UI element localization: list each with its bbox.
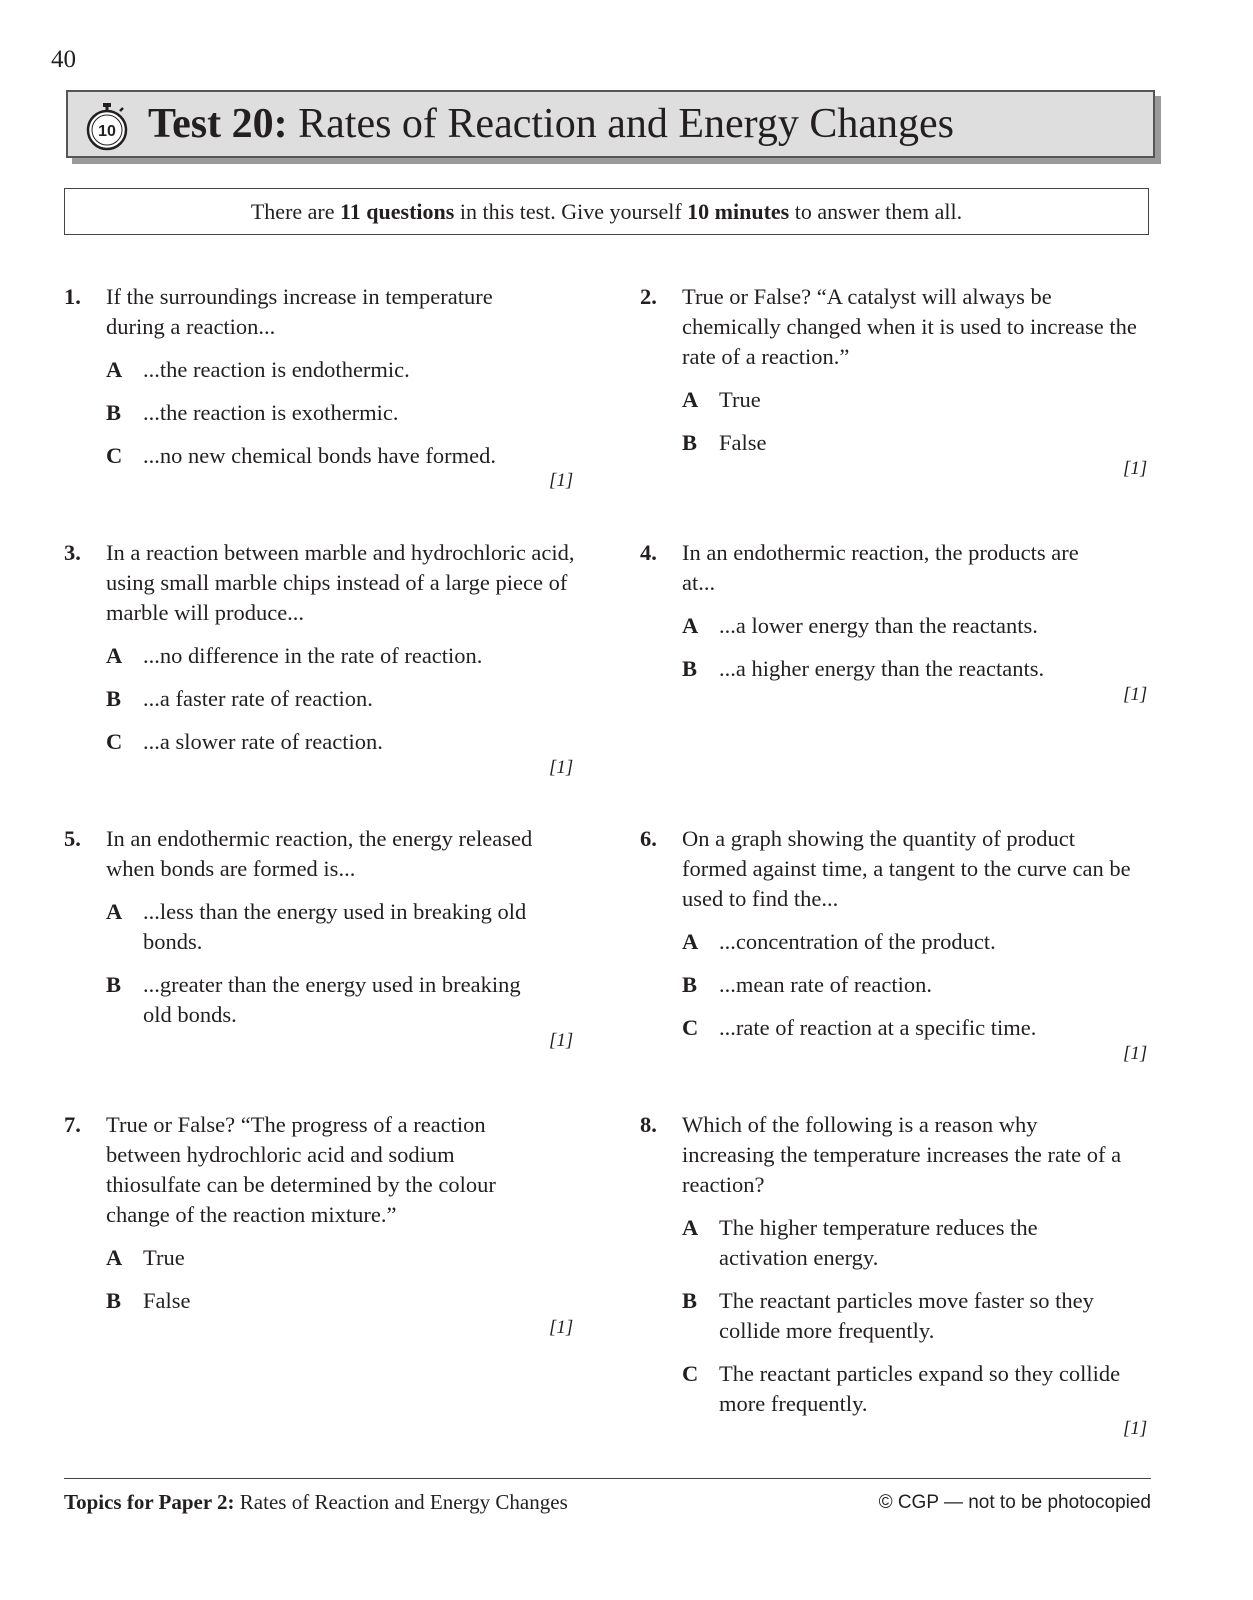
question-number: 2. xyxy=(640,284,657,309)
marks-label: [1] xyxy=(1123,458,1148,479)
option-text: ...a lower energy than the reactants. xyxy=(719,613,1038,638)
option-a[interactable] xyxy=(64,897,544,957)
option-letter: A xyxy=(106,643,123,668)
question-text: In a reaction between marble and hydrochloric acid, using small marble chips instead of a large piece of marble will produce... xyxy=(106,540,575,625)
option-letter: A xyxy=(682,387,699,412)
option-a[interactable] xyxy=(640,385,1155,415)
option-letter: B xyxy=(106,972,122,997)
instructions-box xyxy=(64,188,1149,235)
marks-label: [1] xyxy=(549,1030,574,1051)
title-banner xyxy=(66,90,1155,158)
option-text: The reactant particles expand so they collide more frequently. xyxy=(719,1361,1121,1416)
option-text: ...no difference in the rate of reaction. xyxy=(143,643,483,668)
option-letter: A xyxy=(106,1245,123,1270)
intro-text: in this test. Give yourself xyxy=(454,199,688,224)
option-text: ...a higher energy than the reactants. xyxy=(719,656,1045,681)
intro-text: to answer them all. xyxy=(789,199,963,224)
option-b[interactable] xyxy=(64,398,544,428)
option-letter: A xyxy=(682,1215,699,1240)
option-b[interactable] xyxy=(640,1286,1130,1346)
option-a[interactable] xyxy=(640,611,1100,641)
question-text: On a graph showing the quantity of product formed against time, a tangent to the curve can be used to find the... xyxy=(682,826,1131,911)
marks-label: [1] xyxy=(549,757,574,778)
question-number: 7. xyxy=(64,1112,81,1137)
option-letter: A xyxy=(682,613,699,638)
option-text: ...a slower rate of reaction. xyxy=(143,729,383,754)
question-count: 11 questions xyxy=(340,199,455,224)
option-text: ...less than the energy used in breaking old bonds. xyxy=(143,899,527,954)
test-label: Test 20: xyxy=(148,101,288,147)
question-3 xyxy=(64,538,584,757)
option-letter: B xyxy=(682,972,698,997)
option-letter: B xyxy=(106,1288,122,1313)
question-6 xyxy=(640,824,1140,1043)
option-text: True xyxy=(143,1245,185,1270)
option-a[interactable] xyxy=(640,927,1140,957)
time-allowed: 10 minutes xyxy=(687,199,790,224)
option-c[interactable] xyxy=(640,1359,1130,1419)
option-text: The higher temperature reduces the activation energy. xyxy=(719,1215,1038,1270)
option-letter: A xyxy=(106,899,123,924)
footer-topic-text: Rates of Reaction and Energy Changes xyxy=(234,1490,568,1514)
stopwatch-icon xyxy=(84,101,130,151)
footer-paper-label: Topics for Paper 2: xyxy=(64,1490,235,1514)
marks-label: [1] xyxy=(549,470,574,491)
question-number: 3. xyxy=(64,540,81,565)
option-b[interactable] xyxy=(64,684,584,714)
option-text: False xyxy=(719,430,767,455)
option-c[interactable] xyxy=(640,1013,1140,1043)
question-text: Which of the following is a reason why increasing the temperature increases the rate of a reaction? xyxy=(682,1112,1122,1197)
option-b[interactable] xyxy=(64,970,544,1030)
option-text: ...concentration of the product. xyxy=(719,929,996,954)
option-b[interactable] xyxy=(64,1286,554,1316)
question-2 xyxy=(640,282,1155,458)
question-number: 4. xyxy=(640,540,657,565)
option-text: ...the reaction is endothermic. xyxy=(143,357,410,382)
option-letter: B xyxy=(682,1288,698,1313)
intro-text: There are xyxy=(250,199,341,224)
footer-copyright: © CGP — not to be photocopied xyxy=(878,1492,1151,1513)
option-text: False xyxy=(143,1288,191,1313)
option-letter: B xyxy=(106,400,122,425)
option-letter: B xyxy=(106,686,122,711)
option-c[interactable] xyxy=(64,441,544,471)
option-letter: A xyxy=(106,357,123,382)
option-text: ...no new chemical bonds have formed. xyxy=(143,443,497,468)
option-letter: A xyxy=(682,929,699,954)
option-text: The reactant particles move faster so they collide more frequently. xyxy=(719,1288,1094,1343)
option-a[interactable] xyxy=(64,355,544,385)
question-number: 8. xyxy=(640,1112,657,1137)
option-text: ...mean rate of reaction. xyxy=(719,972,933,997)
question-8 xyxy=(640,1110,1130,1419)
marks-label: [1] xyxy=(549,1317,574,1338)
option-a[interactable] xyxy=(64,641,584,671)
footer-topic xyxy=(64,1490,568,1515)
marks-label: [1] xyxy=(1123,684,1148,705)
option-b[interactable] xyxy=(640,970,1140,1000)
timer-value: 10 xyxy=(98,123,116,140)
question-text: True or False? “The progress of a reaction between hydrochloric acid and sodium thiosulfate can be determined by the colour change of the reaction mixture.” xyxy=(106,1112,496,1227)
option-letter: C xyxy=(682,1015,699,1040)
option-letter: C xyxy=(106,729,123,754)
page-number: 40 xyxy=(51,46,76,73)
option-text: ...rate of reaction at a specific time. xyxy=(719,1015,1037,1040)
option-text: True xyxy=(719,387,761,412)
question-1 xyxy=(64,282,544,471)
footer-divider xyxy=(64,1478,1151,1479)
question-5 xyxy=(64,824,544,1030)
question-7 xyxy=(64,1110,554,1316)
option-text: ...greater than the energy used in breaking old bonds. xyxy=(143,972,521,1027)
question-text: In an endothermic reaction, the energy released when bonds are formed is... xyxy=(106,826,533,881)
option-a[interactable] xyxy=(640,1213,1130,1273)
marks-label: [1] xyxy=(1123,1043,1148,1064)
test-title xyxy=(148,98,954,150)
option-text: ...a faster rate of reaction. xyxy=(143,686,373,711)
option-a[interactable] xyxy=(64,1243,554,1273)
option-c[interactable] xyxy=(64,727,584,757)
test-topic: Rates of Reaction and Energy Changes xyxy=(298,101,955,147)
question-text: If the surroundings increase in temperature during a reaction... xyxy=(106,284,493,339)
question-number: 5. xyxy=(64,826,81,851)
option-b[interactable] xyxy=(640,428,1155,458)
option-letter: C xyxy=(682,1361,699,1386)
question-number: 1. xyxy=(64,284,81,309)
option-letter: B xyxy=(682,656,698,681)
option-letter: B xyxy=(682,430,698,455)
option-b[interactable] xyxy=(640,654,1100,684)
question-text: True or False? “A catalyst will always be chemically changed when it is used to increase the rate of a reaction.” xyxy=(682,284,1137,369)
option-letter: C xyxy=(106,443,123,468)
question-text: In an endothermic reaction, the products are at... xyxy=(682,540,1079,595)
question-number: 6. xyxy=(640,826,657,851)
marks-label: [1] xyxy=(1123,1418,1148,1439)
question-4 xyxy=(640,538,1100,684)
option-text: ...the reaction is exothermic. xyxy=(143,400,399,425)
